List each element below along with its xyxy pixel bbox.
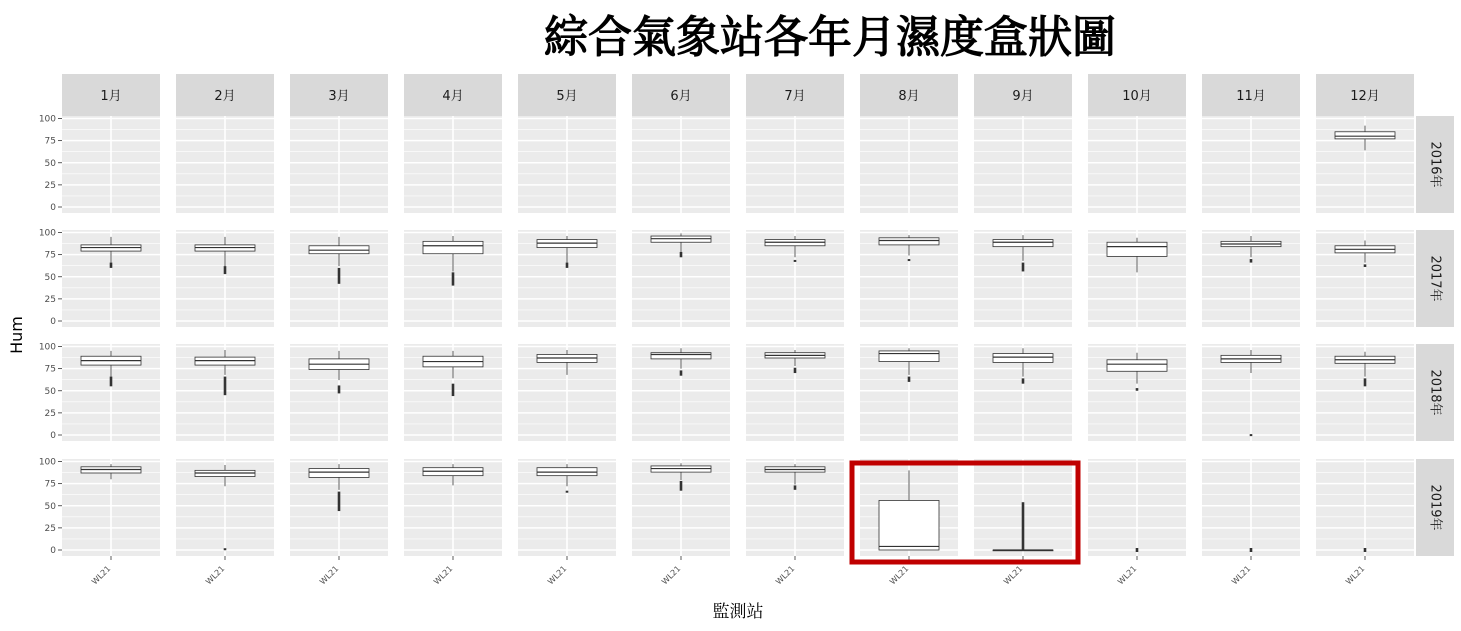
year-strip-label: 2018年 — [1427, 369, 1443, 416]
box — [879, 500, 939, 550]
month-strips — [62, 74, 1414, 116]
x-axis-title: 監測站 — [712, 602, 764, 622]
x-tick-label: WL21 — [888, 564, 911, 587]
month-strip-label: 9月 — [1012, 89, 1034, 104]
y-tick-label: 25 — [44, 408, 56, 419]
month-strip-label: 4月 — [442, 89, 464, 104]
y-tick-label: 75 — [44, 250, 56, 261]
y-tick-label: 25 — [44, 523, 56, 534]
month-strip-label: 7月 — [784, 89, 806, 104]
year-strip-label: 2019年 — [1427, 484, 1443, 531]
month-strip-label: 6月 — [670, 89, 692, 104]
year-strip-label: 2016年 — [1427, 141, 1443, 188]
box — [993, 354, 1053, 363]
y-tick-label: 75 — [44, 479, 56, 490]
facet-panels — [62, 116, 1414, 556]
y-tick-label: 50 — [44, 272, 56, 283]
month-strip-label: 12月 — [1350, 89, 1380, 104]
box — [879, 238, 939, 245]
x-tick-label: WL21 — [774, 564, 797, 587]
x-tick-label: WL21 — [1230, 564, 1253, 587]
x-axis — [90, 556, 1366, 586]
box — [879, 351, 939, 362]
y-tick-label: 0 — [50, 203, 56, 213]
month-strip-label: 10月 — [1122, 89, 1152, 104]
y-tick-label: 100 — [38, 457, 56, 468]
x-tick-label: WL21 — [546, 564, 569, 587]
x-tick-label: WL21 — [1344, 564, 1367, 587]
x-tick-label: WL21 — [1116, 564, 1139, 587]
box — [309, 469, 369, 478]
y-tick-label: 100 — [38, 228, 56, 239]
x-tick-label: WL21 — [1002, 564, 1025, 587]
month-strip-label: 11月 — [1236, 89, 1266, 104]
y-axes — [39, 115, 62, 557]
y-tick-label: 0 — [50, 317, 56, 327]
y-tick-label: 0 — [50, 431, 56, 441]
month-strip-label: 2月 — [214, 89, 236, 104]
y-tick-label: 25 — [44, 294, 56, 305]
x-tick-label: WL21 — [432, 564, 455, 587]
chart-title: 綜合氣象站各年月濕度盒狀圖 — [544, 12, 1116, 63]
box — [1107, 360, 1167, 372]
month-strip-label: 5月 — [556, 89, 578, 104]
y-tick-label: 0 — [50, 546, 56, 556]
year-strip-label: 2017年 — [1427, 255, 1443, 302]
y-tick-label: 100 — [38, 114, 56, 125]
y-tick-label: 100 — [38, 342, 56, 353]
y-tick-label: 50 — [44, 501, 56, 512]
y-tick-label: 75 — [44, 364, 56, 375]
month-strip-label: 8月 — [898, 89, 920, 104]
x-tick-label: WL21 — [90, 564, 113, 587]
boxplots — [81, 126, 1395, 552]
month-strip-label: 3月 — [328, 89, 350, 104]
box — [423, 241, 483, 253]
year-strips — [1416, 116, 1454, 556]
y-tick-label: 25 — [44, 180, 56, 191]
y-axis-title: Hum — [7, 316, 26, 354]
x-tick-label: WL21 — [204, 564, 227, 587]
y-tick-label: 50 — [44, 158, 56, 169]
box — [1107, 242, 1167, 256]
month-strip-label: 1月 — [100, 89, 122, 104]
box — [993, 240, 1053, 247]
x-tick-label: WL21 — [660, 564, 683, 587]
y-tick-label: 75 — [44, 136, 56, 147]
box — [651, 353, 711, 359]
x-tick-label: WL21 — [318, 564, 341, 587]
y-tick-label: 50 — [44, 386, 56, 397]
box — [1335, 132, 1395, 139]
